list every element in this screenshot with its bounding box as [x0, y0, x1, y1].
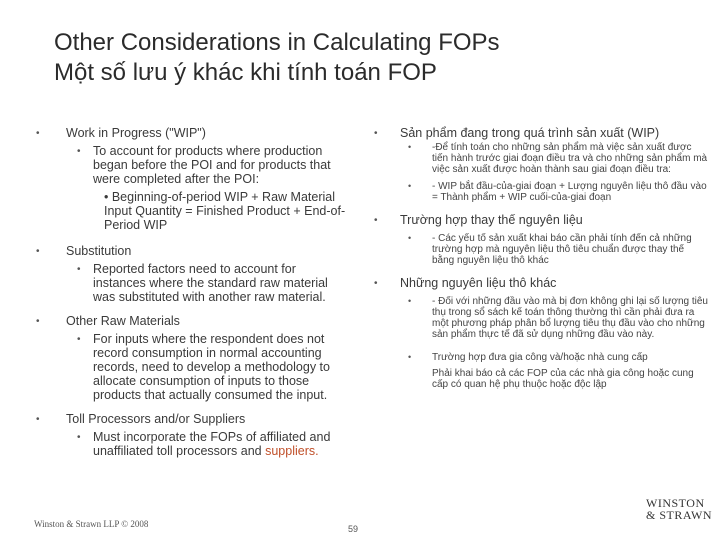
title-english: Other Considerations in Calculating FOPs — [54, 29, 500, 56]
sub-bullet-wip-vn-2: • - WIP bắt đầu-của-giai đoạn + Lượng nguyên liệu thô đầu vào = Thành phẩm + WIP cuối-của-giai đoạn — [408, 181, 707, 203]
bullet-icon: • — [36, 414, 40, 425]
bullet-icon: • — [408, 181, 412, 191]
bullet-substitution: • Substitution — [36, 244, 132, 258]
bullet-other-raw-vn: • Những nguyên liệu thô khác — [374, 276, 557, 290]
bullet-icon: • — [77, 432, 81, 443]
sub-bullet-wip-vn-1: • -Để tính toán cho những sản phẩm mà việc sản xuất được tiến hành trước giai đoạn điều tra và cho những sản phẩm mà việc sản xuất được hoàn thành sau giai đoạn điều tra: — [408, 142, 708, 175]
bullet-icon: • — [77, 146, 81, 157]
bullet-icon: • — [77, 264, 81, 275]
bullet-icon: • — [408, 352, 412, 362]
bullet-icon: • — [374, 128, 378, 139]
highlight-suppliers: suppliers. — [265, 444, 319, 458]
sub-bullet-other-raw-materials: • For inputs where the respondent does not record consumption in normal accounting records, need to develop a methodology to allocate consumption of inputs to those products that actually consumed the input. — [77, 332, 330, 402]
winston-strawn-logo: WINSTON & STRAWN — [646, 496, 713, 522]
slide-title — [54, 28, 694, 88]
right-column-vietnamese — [374, 126, 708, 396]
bullet-icon: • — [77, 334, 81, 345]
bullet-substitution-vn: • Trường hợp thay thế nguyên liệu — [374, 213, 583, 227]
sub-bullet-other-raw-vn: • - Đối với những đầu vào mà bị đơn không ghi lại số lượng tiêu thụ trong sổ sách kế toán thông thường thì cần phải đưa ra một phương pháp phân bổ lượng tiêu thụ đầu vào cho những sản phẩm thực tế đã sử dụng những đầu vào này. — [408, 296, 708, 340]
sub-bullet-toll-processors: • Must incorporate the FOPs of affiliated and unaffiliated toll processors and suppliers. — [77, 430, 331, 458]
bullet-icon: • — [36, 246, 40, 257]
bullet-other-raw-materials: • Other Raw Materials — [36, 314, 180, 328]
bullet-icon: • — [408, 296, 412, 306]
bullet-icon: • — [36, 316, 40, 327]
sub-bullet-wip: • To account for products where production began before the POI and for products that were completed after the POI: — [77, 144, 331, 186]
left-column-english — [36, 126, 352, 462]
bullet-wip-vn: • Sản phẩm đang trong quá trình sản xuất (WIP) — [374, 126, 660, 140]
toll-vn-detail: Phải khai báo cả các FOP của các nhà gia công hoặc cung cấp có quan hệ phụ thuộc hoặc độc lập — [432, 368, 694, 390]
sub-bullet-toll-vn: • Trường hợp đưa gia công và/hoặc nhà cung cấp Phải khai báo cả các FOP của các nhà gia công hoặc cung cấp có quan hệ phụ thuộc hoặc độc lập — [374, 352, 708, 390]
bullet-toll-processors: • Toll Processors and/or Suppliers — [36, 412, 246, 426]
bullet-wip: • Work in Progress ("WIP") — [36, 126, 206, 140]
copyright-footer: Winston & Strawn LLP © 2008 — [34, 519, 149, 529]
bullet-icon: • — [36, 128, 40, 139]
bullet-icon: • — [408, 233, 412, 243]
bullet-icon: • — [374, 278, 378, 289]
title-vietnamese: Một số lưu ý khác khi tính toán FOP — [54, 59, 437, 86]
sub-bullet-substitution-vn: • - Các yếu tố sản xuất khai báo cần phải tính đến cả những trường hợp mà nguyên liệu thô tiêu chuẩn được thay thế bằng nguyên liệu thô khác — [408, 233, 692, 266]
bullet-icon: • — [374, 215, 378, 226]
bullet-icon: • — [408, 142, 412, 152]
sub-bullet-substitution: • Reported factors need to account for instances where the standard raw material was substituted with another raw material. — [77, 262, 328, 304]
wip-formula: • Beginning-of-period WIP + Raw Material Input Quantity = Finished Product + End-of-Period WIP — [104, 190, 346, 232]
page-number: 59 — [348, 524, 359, 534]
